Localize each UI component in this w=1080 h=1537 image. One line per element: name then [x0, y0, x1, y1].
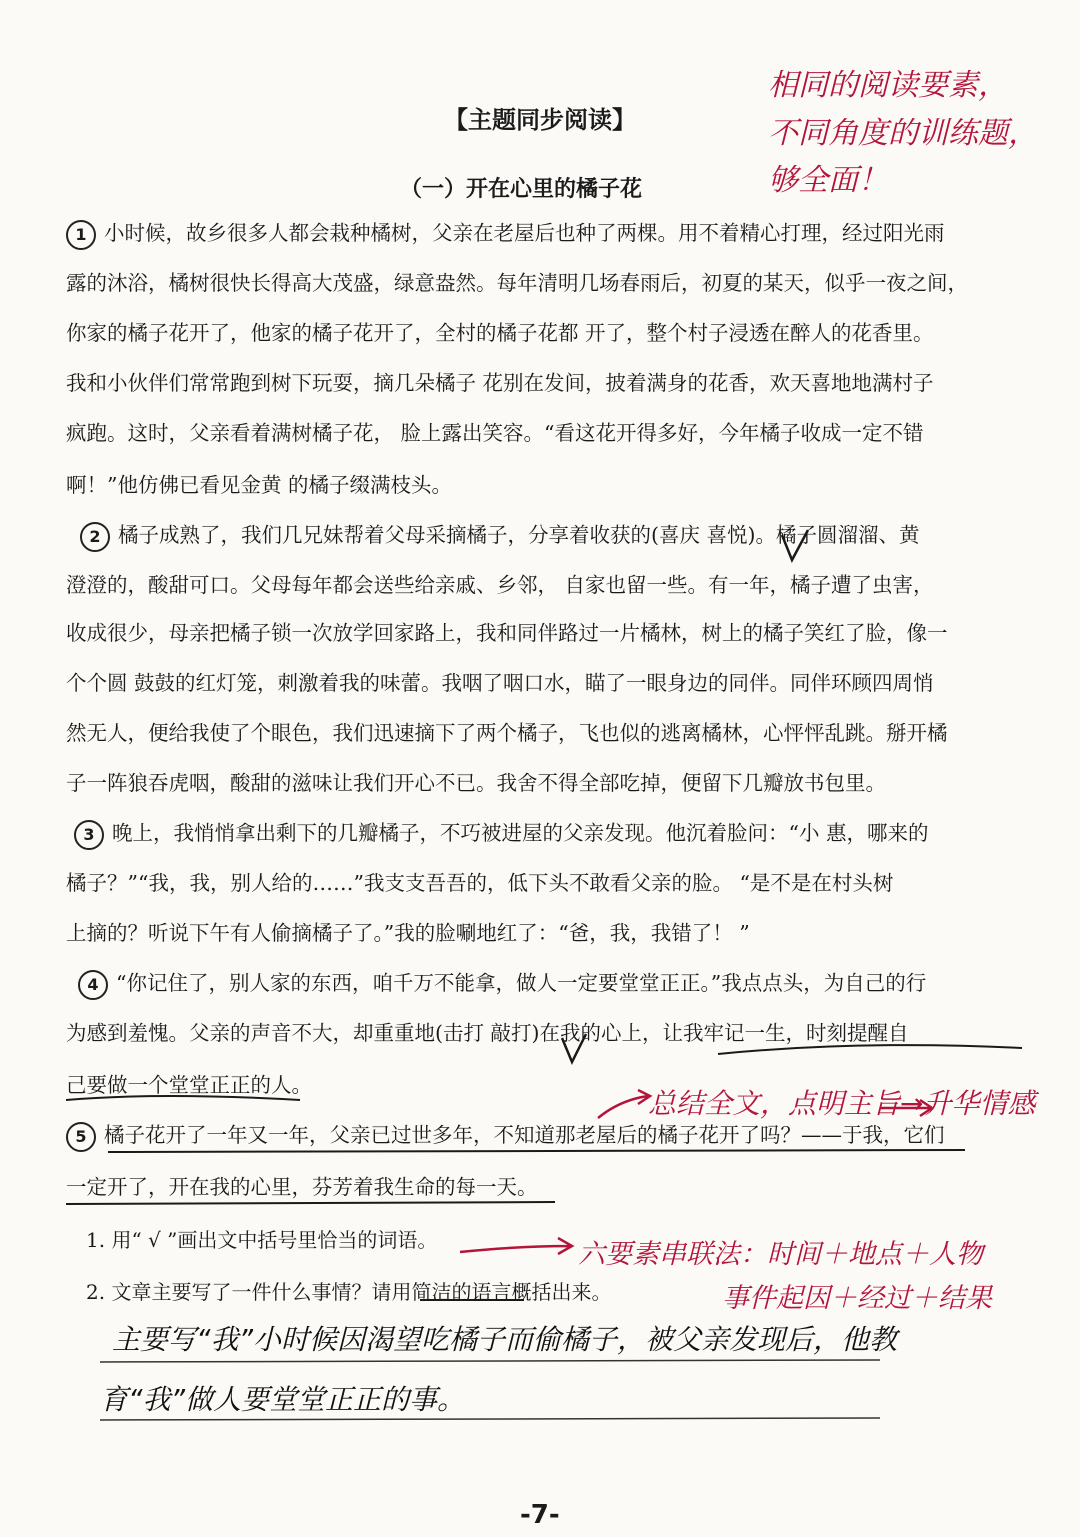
page-number: -7- [520, 1500, 560, 1530]
text-line: 为感到羞愧。父亲的声音不大，却重重地(击打 敲打)在我的心上，让我牢记一生，时刻提醒自 [66, 1021, 909, 1045]
underline-mark [108, 1150, 965, 1152]
text-line: 你家的橘子花开了，他家的橘子花开了，全村的橘子花都 开了，整个村子浸透在醉人的花香里。 [66, 321, 934, 345]
paragraph-number: 5 [66, 1122, 96, 1152]
answer-line [100, 1418, 880, 1420]
text-line: 4 “你记住了，别人家的东西，咱千万不能拿，做人一定要堂堂正正。”我点点头，为自己的行 [78, 968, 926, 1000]
underline-mark [718, 1045, 1022, 1054]
text-line: 我和小伙伴们常常跑到树下玩耍，摘几朵橘子 花别在发间，披着满身的花香，欢天喜地地满村子 [66, 371, 934, 395]
text-line: 个个圆 鼓鼓的红灯笼，刺激着我的味蕾。我咽了咽口水，瞄了一眼身边的同伴。同伴环顾四周悄 [66, 671, 934, 695]
question-1: 1. 用“ √ ”画出文中括号里恰当的词语。 [86, 1228, 438, 1252]
text-line: 疯跑。这时，父亲看着满树橘子花， 脸上露出笑容。“看这花开得多好，今年橘子收成一定不错 [66, 421, 924, 445]
text-line: 露的沐浴，橘树很快长得高大茂盛，绿意盎然。每年清明几场春雨后，初夏的某天，似乎一夜之间， [66, 271, 968, 295]
text-line: 一定开了，开在我的心里，芬芳着我生命的每一天。 [66, 1175, 538, 1199]
paragraph-number: 1 [66, 220, 96, 250]
page-title: 【主题同步阅读】 [444, 105, 636, 134]
question-2: 2. 文章主要写了一件什么事情？请用简洁的语言概括出来。 [86, 1280, 612, 1304]
margin-note-line3: 够全面！ [768, 163, 888, 198]
answer-line [100, 1360, 880, 1362]
arrow-icon [598, 1090, 650, 1118]
check-mark-icon [562, 1034, 586, 1062]
annotation-method-line2: 事件起因＋经过＋结果 [722, 1283, 992, 1314]
text-line: 3 晚上，我悄悄拿出剩下的几瓣橘子，不巧被进屋的父亲发现。他沉着脸问：“小 惠，哪来的 [74, 818, 929, 850]
handwritten-answer-line1: 主要写“我”小时候因渴望吃橘子而偷橘子，被父亲发现后，他教 [112, 1323, 898, 1356]
underline-mark [66, 1202, 555, 1204]
arrow-icon [460, 1238, 572, 1254]
text-line: 5 橘子花开了一年又一年，父亲已过世多年，不知道那老屋后的橘子花开了吗？——于我，它们 [66, 1120, 945, 1152]
text-line: 然无人，便给我使了个眼色，我们迅速摘下了两个橘子，飞也似的逃离橘林，心怦怦乱跳。掰开橘 [66, 721, 948, 745]
paragraph-number: 4 [78, 970, 108, 1000]
text-line: 收成很少，母亲把橘子锁一次放学回家路上，我和同伴路过一片橘林，树上的橘子笑红了脸，像一 [66, 621, 948, 645]
text-line: 橘子？”“我，我，别人给的……”我支支吾吾的，低下头不敢看父亲的脸。 “是不是在村头树 [66, 871, 894, 895]
passage-title: （一）开在心里的橘子花 [400, 176, 643, 202]
paragraph-number: 3 [74, 820, 104, 850]
text-line: 子一阵狼吞虎咽，酸甜的滋味让我们开心不已。我舍不得全部吃掉，便留下几瓣放书包里。 [66, 771, 886, 795]
margin-note-line2: 不同角度的训练题， [768, 116, 1038, 151]
text-line: 澄澄的，酸甜可口。父母每年都会送些给亲戚、乡邻， 自家也留一些。有一年，橘子遭了虫害， [66, 573, 934, 597]
underline-mark [66, 1096, 300, 1100]
check-mark-icon [782, 530, 808, 560]
text-line: 啊！”他仿佛已看见金黄 的橘子缀满枝头。 [66, 473, 452, 497]
paragraph-number: 2 [80, 522, 110, 552]
annotation-method-line1: 六要素串联法：时间＋地点＋人物 [578, 1239, 983, 1270]
text-line: 己要做一个堂堂正正的人。 [66, 1073, 312, 1097]
annotation-summary: 总结全文，点明主旨→升华情感 [648, 1087, 1036, 1120]
handwritten-answer-line2: 育“我”做人要堂堂正正的事。 [100, 1383, 466, 1416]
arrow-icon [880, 1100, 932, 1116]
margin-note-line1: 相同的阅读要素， [768, 68, 1008, 103]
text-line: 2 橘子成熟了，我们几兄妹帮着父母采摘橘子，分享着收获的(喜庆 喜悦)。橘子圆溜溜、黄 [80, 520, 920, 552]
text-line: 上摘的？听说下午有人偷摘橘子了。”我的脸唰地红了：“爸，我，我错了！ ” [66, 921, 750, 945]
text-line: 1 小时候，故乡很多人都会栽种橘树，父亲在老屋后也种了两棵。用不着精心打理，经过阳光雨 [66, 218, 945, 250]
